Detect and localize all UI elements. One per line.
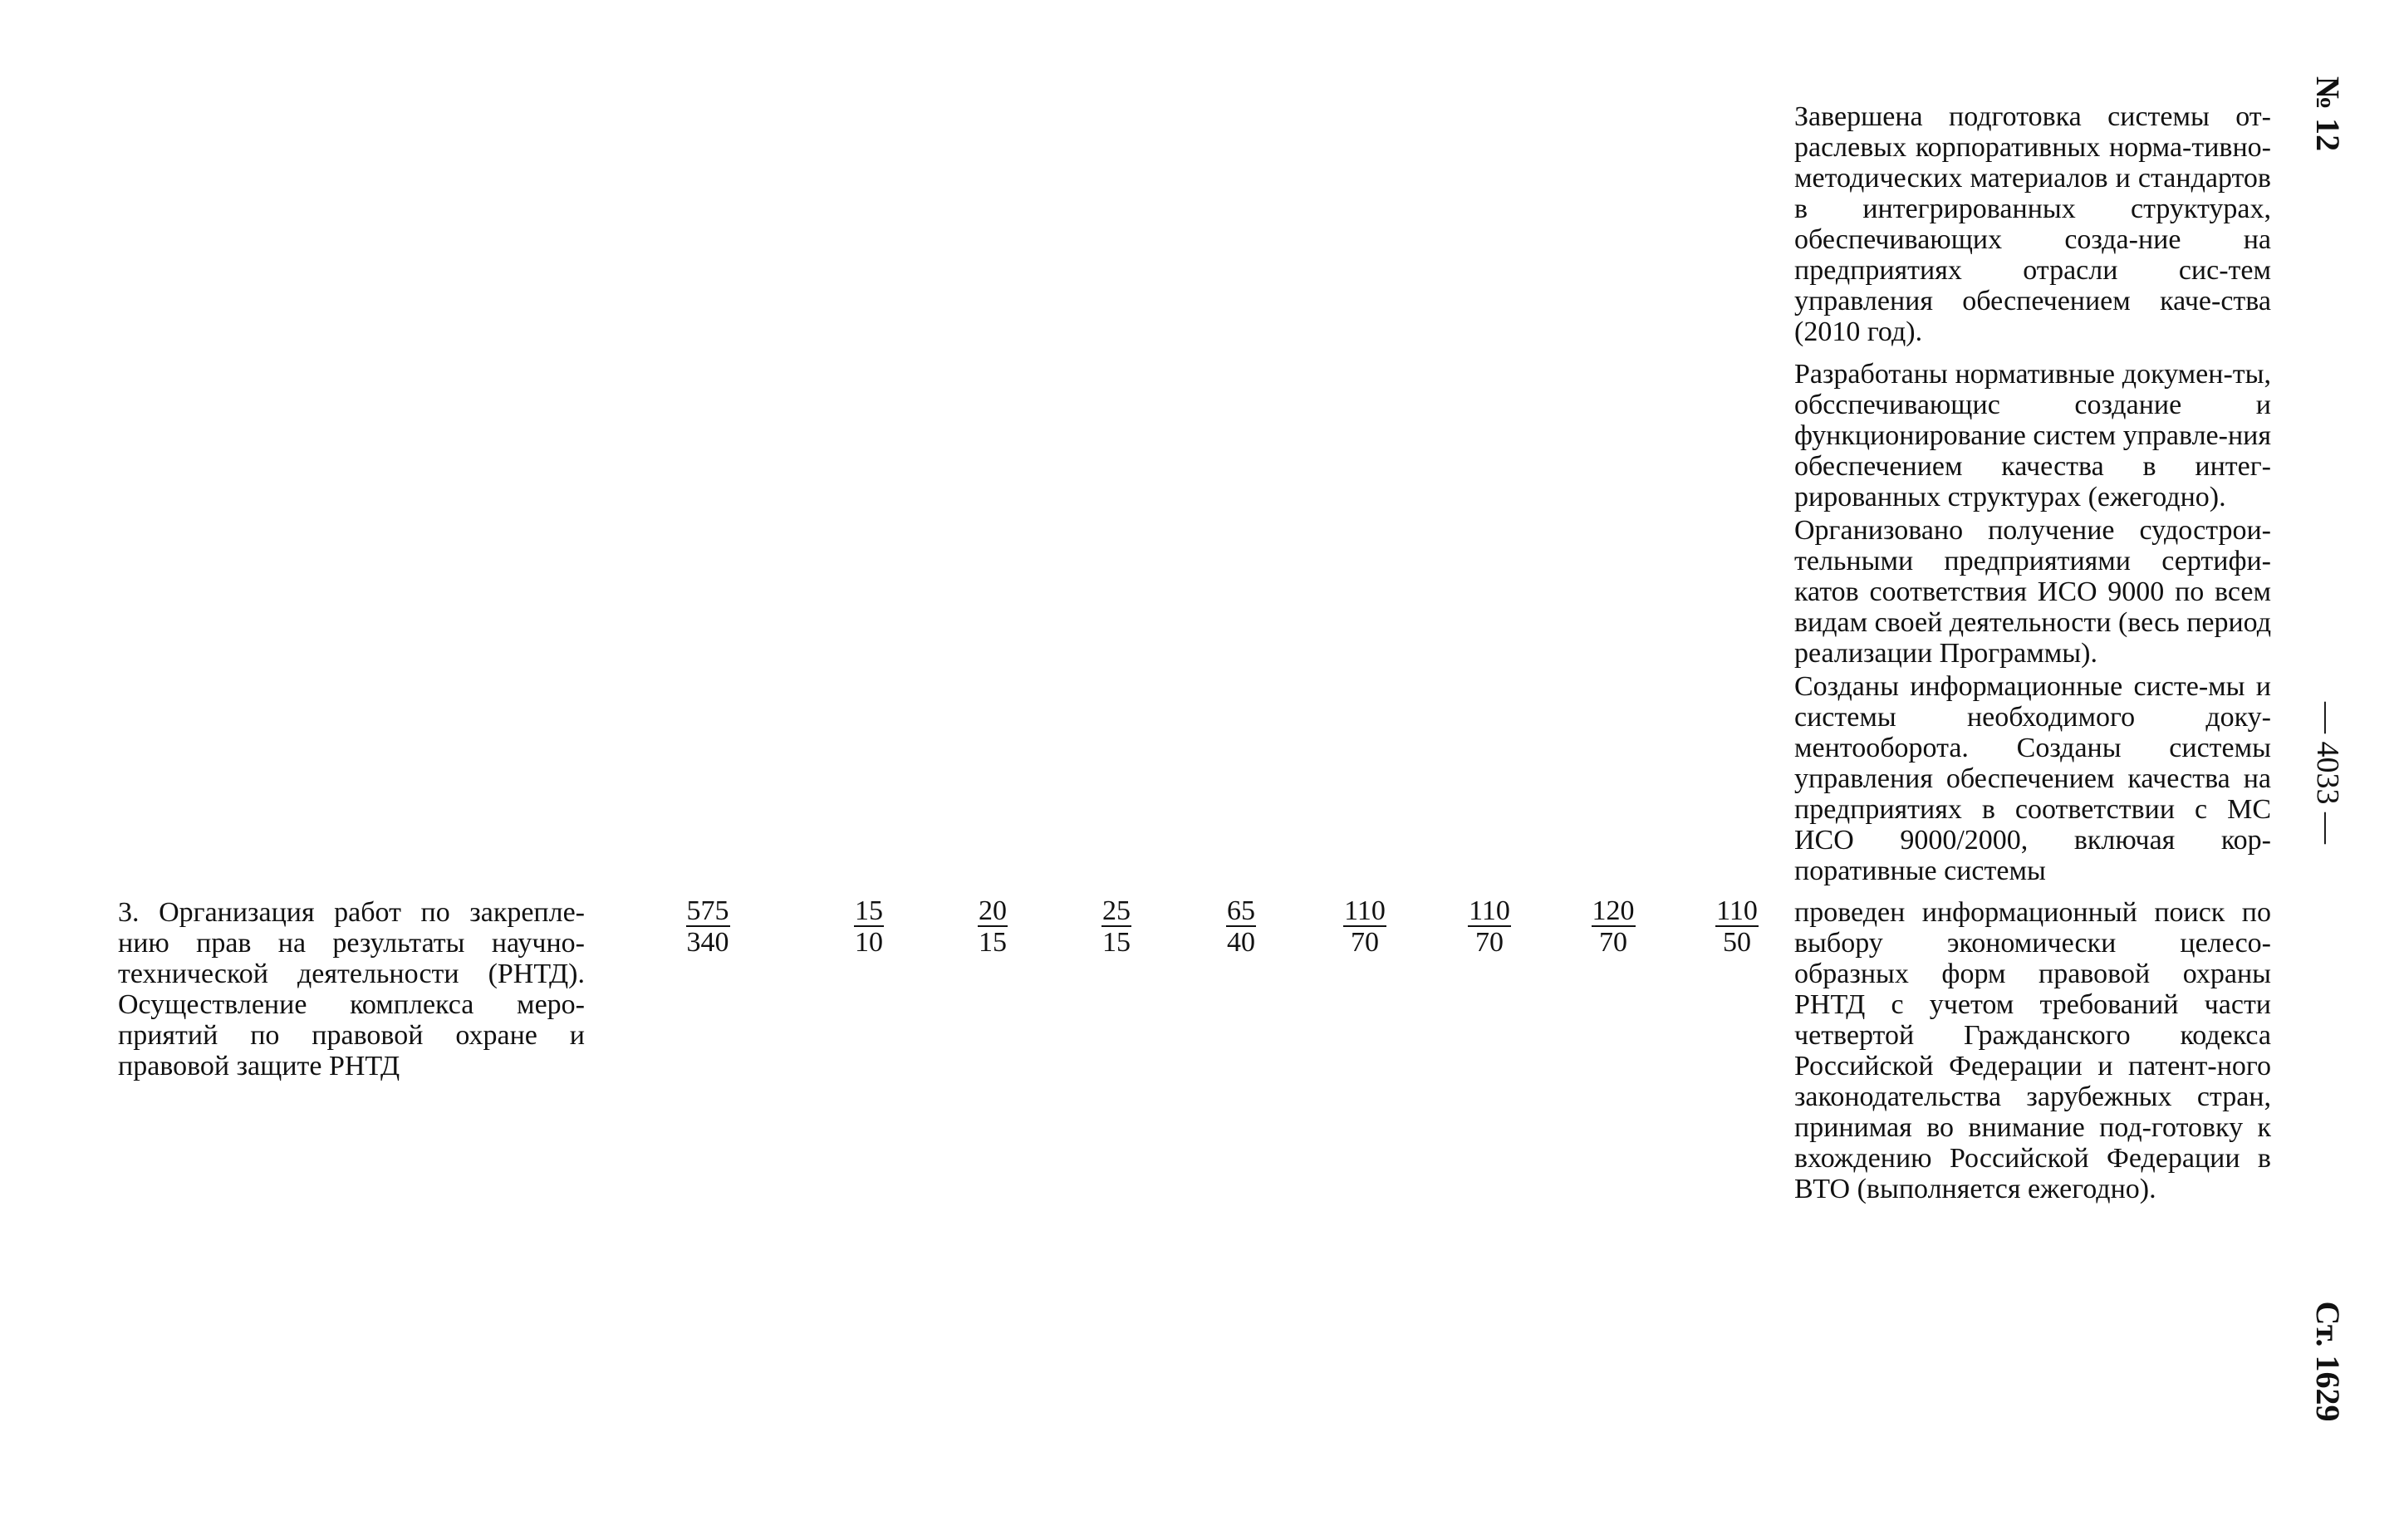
issue-number: № 12	[2309, 76, 2347, 152]
result-paragraph-2: Разработаны нормативные докумен-ты, обсспечивающис создание и функционирование систем управле-ния обеспечением качества в интег-рированных структурах (ежегодно).	[1794, 359, 2271, 513]
value-numerator: 25	[1102, 895, 1131, 926]
value-year-2	[930, 895, 1055, 959]
value-total	[645, 895, 770, 959]
value-year-6	[1427, 895, 1552, 959]
result-paragraph-1: Завершена подготовка системы от-раслевых корпоративных норма-тивно-методических материалов и стандартов в интегрированных структурах, обеспечивающих созда-ние на предприятиях отрасли сис-тем управления обеспечением каче-ства (2010 год).	[1794, 101, 2271, 347]
value-numerator: 110	[1344, 895, 1386, 926]
value-numerator: 20	[979, 895, 1007, 926]
value-year-3	[1054, 895, 1179, 959]
value-denominator: 70	[1475, 927, 1504, 958]
value-year-5	[1303, 895, 1427, 959]
value-denominator: 50	[1723, 927, 1751, 958]
result-paragraph-5: проведен информационный поиск по выбору экономически целесо-образных форм правовой охраны РНТД с учетом требований части четвертой Гражданского кодекса Российской Федерации и патент-ного законодательства зарубежных стран, принимая во внимание под-готовку к вхождению Российской Федерации в ВТО (выполняется ежегодно).	[1794, 897, 2271, 1204]
value-year-7	[1551, 895, 1675, 959]
value-denominator: 15	[1102, 927, 1131, 958]
result-paragraph-3: Организовано получение судострои-тельными предприятиями сертифи-катов соответствия ИСО 9000 по всем видам своей деятельности (весь период реализации Программы).	[1794, 515, 2271, 669]
page-number: — 4033 —	[2310, 702, 2345, 844]
value-numerator: 575	[686, 895, 729, 926]
value-year-1	[807, 895, 931, 959]
value-year-8	[1675, 895, 1799, 959]
value-denominator: 70	[1351, 927, 1379, 958]
item-description: 3. Организация работ по закрепле-нию прав на результаты научно-технической деятельности (РНТД). Осуществление комплекса меро-приятий по правовой охране и правовой защите РНТД	[118, 897, 585, 1081]
value-numerator: 15	[855, 895, 883, 926]
value-denominator: 10	[855, 927, 883, 958]
value-numerator: 120	[1592, 895, 1635, 926]
result-paragraph-4: Созданы информационные систе-мы и системы необходимого доку-ментооборота. Созданы системы управления обеспечением качества на предприятиях в соответствии с МС ИСО 9000/2000, включая кор-поративные системы	[1794, 671, 2271, 886]
value-denominator: 70	[1599, 927, 1627, 958]
value-year-4	[1179, 895, 1303, 959]
value-denominator: 40	[1227, 927, 1255, 958]
value-denominator: 340	[686, 927, 729, 958]
value-numerator: 65	[1227, 895, 1255, 926]
value-numerator: 110	[1716, 895, 1758, 926]
value-numerator: 110	[1469, 895, 1510, 926]
value-denominator: 15	[979, 927, 1007, 958]
article-number: Ст. 1629	[2309, 1301, 2347, 1422]
